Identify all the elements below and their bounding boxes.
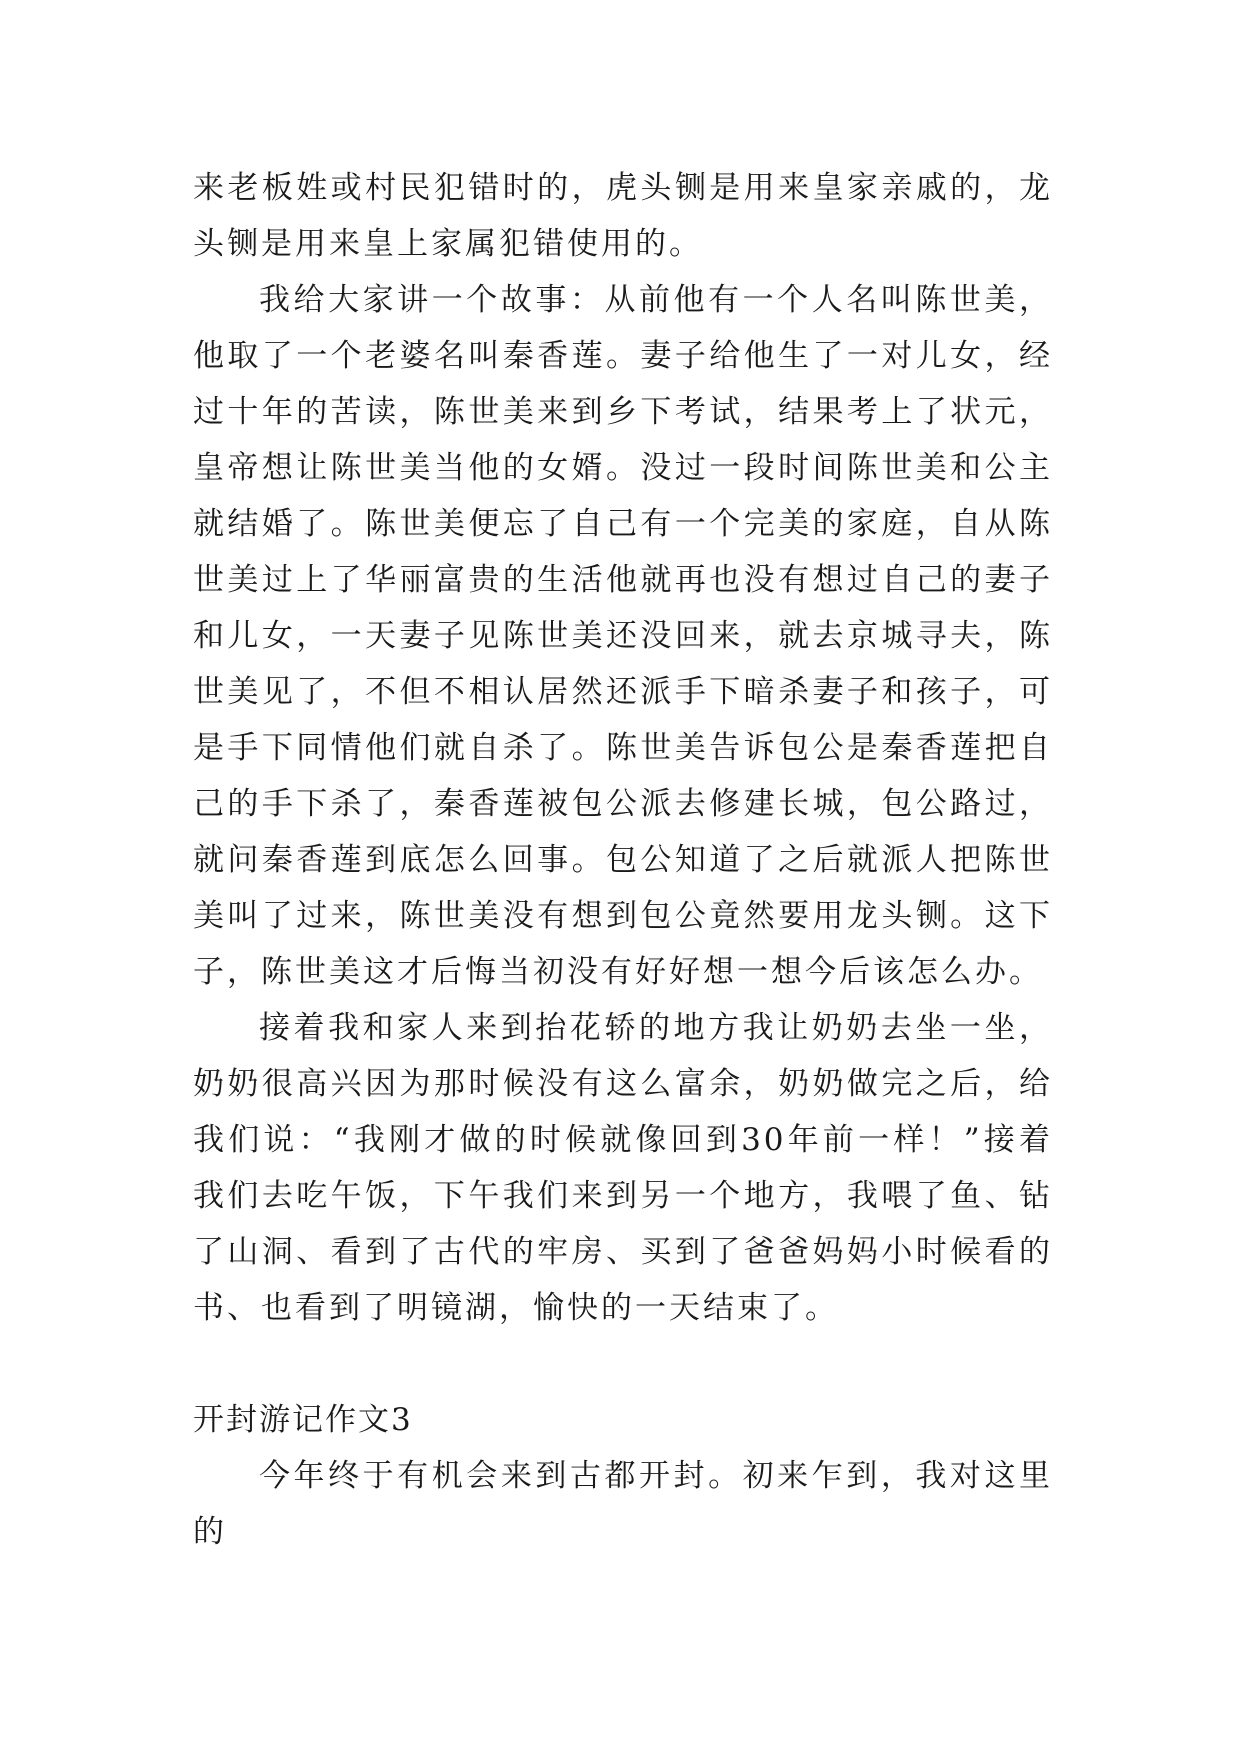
paragraph-final: 今年终于有机会来到古都开封。初来乍到，我对这里的 — [193, 1458, 1053, 1550]
paragraph-sedan-chair: 接着我和家人来到抬花轿的地方我让奶奶去坐一坐，奶奶很高兴因为那时候没有这么富余，奶奶做完之后，给我们说：“我刚才做的时候就像回到30年前一样！”接着我们去吃午饭，下午我们来到另一个地方，我喂了鱼、钻了山洞、看到了古代的牢房、买到了爸爸妈妈小时候看的书、也看到了明镜湖，愉快的一天结束了。 — [193, 1010, 1053, 1326]
document-body — [193, 160, 1053, 1560]
paragraph-story: 我给大家讲一个故事：从前他有一个人名叫陈世美，他取了一个老婆名叫秦香莲。妻子给他生了一对儿女，经过十年的苦读，陈世美来到乡下考试，结果考上了状元，皇帝想让陈世美当他的女婿。没过一段时间陈世美和公主就结婚了。陈世美便忘了自己有一个完美的家庭，自从陈世美过上了华丽富贵的生活他就再也没有想过自己的妻子和儿女，一天妻子见陈世美还没回来，就去京城寻夫，陈世美见了，不但不相认居然还派手下暗杀妻子和孩子，可是手下同情他们就自杀了。陈世美告诉包公是秦香莲把自己的手下杀了，秦香莲被包公派去修建长城，包公路过，就问秦香莲到底怎么回事。包公知道了之后就派人把陈世美叫了过来，陈世美没有想到包公竟然要用龙头铡。这下子，陈世美这才后悔当初没有好好想一想今后该怎么办。 — [193, 282, 1053, 990]
section-heading: 开封游记作文3 — [193, 1402, 413, 1438]
paragraph-continuation: 来老板姓或村民犯错时的，虎头铡是用来皇家亲戚的，龙头铡是用来皇上家属犯错使用的。 — [193, 170, 1053, 262]
